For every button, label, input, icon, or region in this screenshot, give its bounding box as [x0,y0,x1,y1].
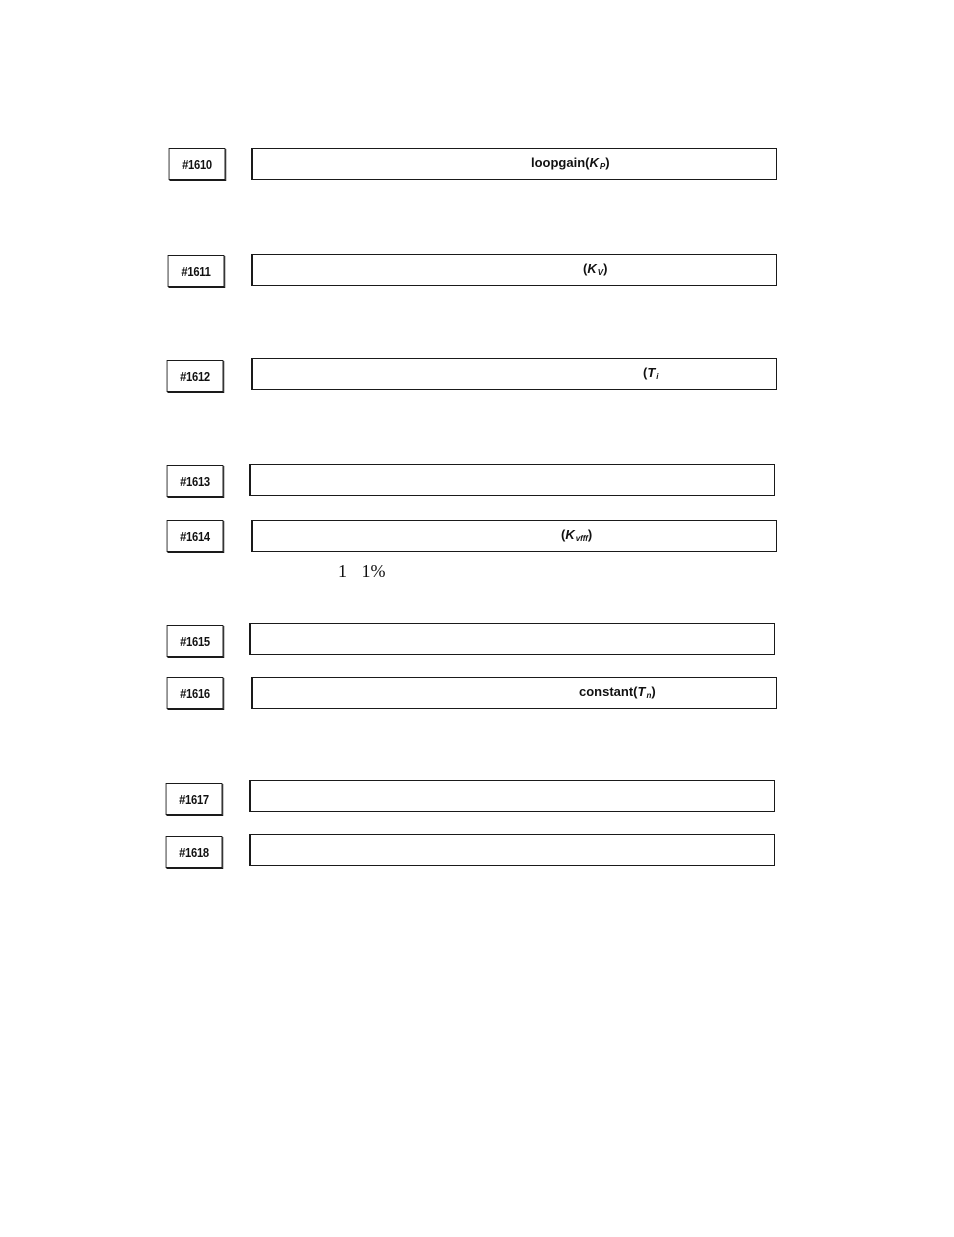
param-bar-1616 [251,677,777,709]
param-bar-1617 [249,780,775,812]
param-number-1617: #1617 [166,783,223,815]
param-bar-1615 [249,623,775,655]
param-number-1616: #1616 [167,677,224,709]
param-bar-1611 [251,254,777,286]
param-bar-1612 [251,358,777,390]
param-label-1610: $loopgain(K_P)$ [531,155,610,171]
param-bar-1618 [249,834,775,866]
param-number-1614: #1614 [167,520,224,552]
param-label-1616: $constant(T_n)$ [579,684,656,700]
param-number-1611: #1611 [168,255,225,287]
param-label-1612: ($T_i$ [643,365,659,381]
param-bar-1614 [251,520,777,552]
param-number-1612: #1612 [167,360,224,392]
param-label-1611: $(K_V)$ [583,261,608,277]
param-bar-1613 [249,464,775,496]
param-label-1614: $(K_{vfff})$ [561,527,593,543]
param-number-1618: #1618 [166,836,223,868]
param-number-1615: #1615 [167,625,224,657]
param-number-1613: #1613 [167,465,224,497]
note-text: 1 1% [338,561,386,581]
param-bar-1610 [251,148,777,180]
param-number-1610: #1610 [169,148,226,180]
